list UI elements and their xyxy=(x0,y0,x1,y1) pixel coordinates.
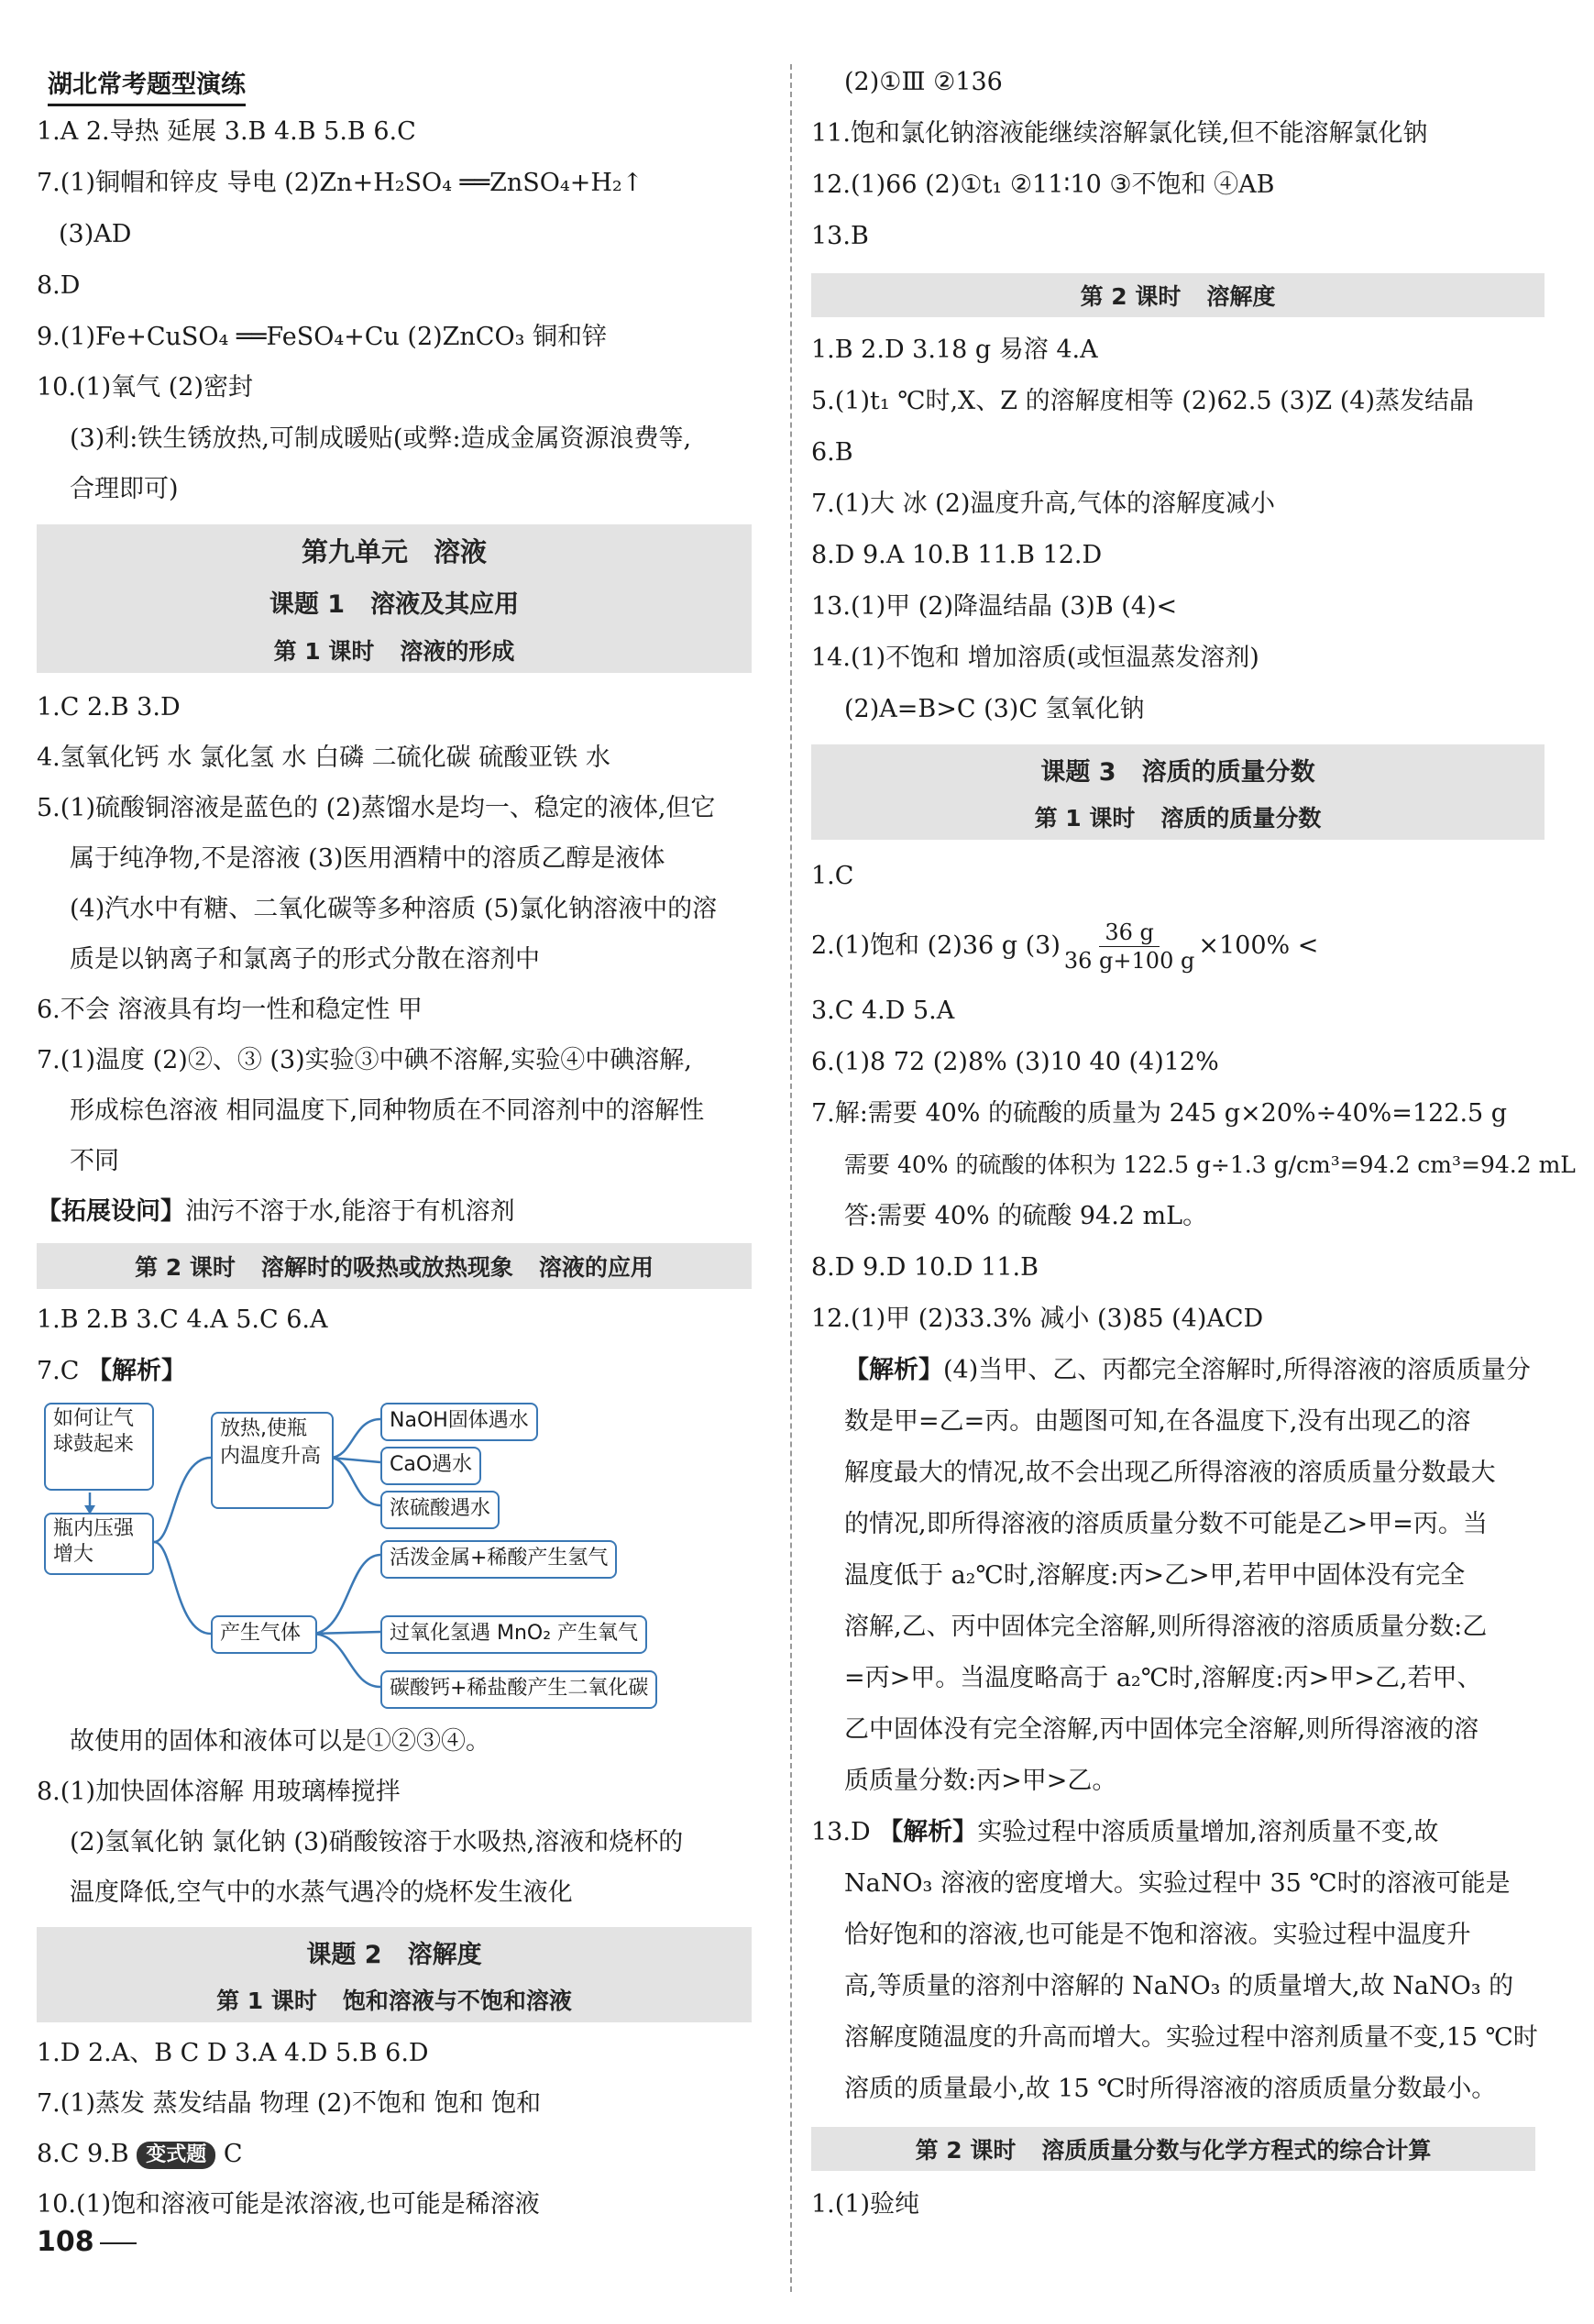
answer-line: =丙>甲。当温度略高于 a₂℃时,溶解度:丙>甲>乙,若甲、 xyxy=(844,1664,1482,1692)
answer-line: 7.(1)大 冰 (2)温度升高,气体的溶解度减小 xyxy=(811,490,1275,518)
answer-line: (4)汽水中有糖、二氧化碳等多种溶质 (5)氯化钠溶液中的溶 xyxy=(70,895,718,923)
answer-line: 10.(1)饱和溶液可能是浓溶液,也可能是稀溶液 xyxy=(37,2190,540,2219)
variant-badge: 变式题 xyxy=(137,2142,215,2169)
mindmap-gas: 产生气体 xyxy=(211,1615,317,1654)
answer-line: 7.(1)温度 (2)②、③ (3)实验③中碘不溶解,实验④中碘溶解, xyxy=(37,1046,692,1074)
answer-line: 2.(1)饱和 (2)36 g (3) $\frac{36 g}{36 g+100 g}$ ×100% < xyxy=(811,920,1319,974)
answer-line: NaNO₃ 溶液的密度增大。实验过程中 35 ℃时的溶液可能是 xyxy=(844,1869,1511,1898)
answer-line: 溶解度随温度的升高而增大。实验过程中溶剂质量不变,15 ℃时 xyxy=(844,2023,1538,2052)
answer-line: 8.D 9.D 10.D 11.B xyxy=(811,1253,1039,1282)
lesson-heading: 课题 1 溶液及其应用 xyxy=(37,576,752,627)
answer-line: 1.(1)验纯 xyxy=(811,2190,920,2219)
mindmap-gas-1: 活泼金属+稀酸产生氢气 xyxy=(380,1540,617,1579)
connector-line xyxy=(154,1458,211,1542)
mindmap-heat-1: NaOH固体遇水 xyxy=(380,1403,538,1441)
answer-line: 5.(1)硫酸铜溶液是蓝色的 (2)蒸馏水是均一、稳定的液体,但它 xyxy=(37,794,716,822)
answer-line: 质是以钠离子和氯离子的形式分散在溶剂中 xyxy=(70,945,540,974)
answer-line: 12.(1)66 (2)①t₁ ②11∶10 ③不饱和 ④AB xyxy=(811,171,1275,199)
answer-line: 1.B 2.D 3.18 g 易溶 4.A xyxy=(811,336,1098,364)
answer-line: (3)AD xyxy=(59,220,132,248)
mindmap-heat-3: 浓硫酸遇水 xyxy=(380,1491,500,1529)
answer-line: 属于纯净物,不是溶液 (3)医用酒精中的溶质乙醇是液体 xyxy=(70,844,665,873)
mindmap-question: 如何让气球鼓起来 xyxy=(44,1403,154,1491)
answer-line: 的情况,即所得溶液的溶质质量分数不可能是乙>甲=丙。当 xyxy=(844,1510,1488,1538)
answer-line: 溶解,乙、丙中固体完全溶解,则所得溶液的溶质质量分数:乙 xyxy=(844,1613,1488,1641)
lesson-heading: 课题 2 溶解度 xyxy=(37,1927,752,1977)
period-heading: 第 2 课时 溶解度 xyxy=(811,273,1545,317)
answer-line: 恰好饱和的溶液,也可能是不饱和溶液。实验过程中温度升 xyxy=(844,1921,1471,1949)
mindmap-pressure: 瓶内压强增大 xyxy=(44,1513,154,1575)
answer-line: 合理即可) xyxy=(70,475,179,503)
answer-line: 8.(1)加快固体溶解 用玻璃棒搅拌 xyxy=(37,1778,401,1806)
lesson-heading: 课题 3 溶质的质量分数 xyxy=(811,744,1545,794)
column-divider xyxy=(790,64,792,2292)
answer-line: 12.(1)甲 (2)33.3% 减小 (3)85 (4)ACD xyxy=(811,1305,1264,1333)
period-heading: 第 1 课时 溶质的质量分数 xyxy=(811,794,1545,840)
mindmap-gas-2: 过氧化氢遇 MnO₂ 产生氧气 xyxy=(380,1615,647,1654)
answer-line: 数是甲=乙=丙。由题图可知,在各温度下,没有出现乙的溶 xyxy=(844,1407,1471,1436)
answer-line: 7.C 【解析】 xyxy=(37,1357,187,1385)
answer-line: 11.饱和氯化钠溶液能继续溶解氯化镁,但不能溶解氯化钠 xyxy=(811,119,1428,148)
answer-line: 需要 40% 的硫酸的体积为 122.5 g÷1.3 g/cm³=94.2 cm³=94.2 mL xyxy=(844,1151,1576,1178)
answer-line: 8.D xyxy=(37,271,81,300)
answer-line: 7.(1)蒸发 蒸发结晶 物理 (2)不饱和 饱和 饱和 xyxy=(37,2089,542,2118)
mindmap-heat: 放热,使瓶内温度升高 xyxy=(211,1412,334,1509)
connector-line xyxy=(330,1458,380,1505)
connector-line xyxy=(312,1634,380,1687)
period-heading: 第 2 课时 溶质质量分数与化学方程式的综合计算 xyxy=(811,2127,1535,2171)
answer-line: (2)氢氧化钠 氯化钠 (3)硝酸铵溶于水吸热,溶液和烧杯的 xyxy=(70,1828,684,1856)
answer-line: 【拓展设问】油污不溶于水,能溶于有机溶剂 xyxy=(37,1197,515,1226)
answer-line: 故使用的固体和液体可以是①②③④。 xyxy=(70,1727,490,1756)
answer-line: 形成棕色溶液 相同温度下,同种物质在不同溶剂中的溶解性 xyxy=(70,1096,705,1125)
answer-line: 1.C 2.B 3.D xyxy=(37,693,181,721)
answer-line: 溶质的质量最小,故 15 ℃时所得溶液的溶质质量分数最小。 xyxy=(844,2075,1497,2103)
period-heading: 第 2 课时 溶解时的吸热或放热现象 溶液的应用 xyxy=(37,1243,752,1289)
answer-line: 【解析】(4)当甲、乙、丙都完全溶解时,所得溶液的溶质质量分 xyxy=(844,1356,1531,1384)
answer-line: (3)利:铁生锈放热,可制成暖贴(或弊:造成金属资源浪费等, xyxy=(70,424,692,453)
answer-line: 1.D 2.A、B C D 3.A 4.D 5.B 6.D xyxy=(37,2039,429,2067)
answer-line: 8.D 9.A 10.B 11.B 12.D xyxy=(811,541,1103,569)
answer-line: (2)A=B>C (3)C 氢氧化钠 xyxy=(844,695,1145,723)
answer-line: 乙中固体没有完全溶解,丙中固体完全溶解,则所得溶液的溶 xyxy=(844,1715,1479,1744)
answer-line: 8.C 9.B 变式题 C xyxy=(37,2140,243,2168)
answer-line: 温度低于 a₂℃时,溶解度:丙>乙>甲,若甲中固体没有完全 xyxy=(844,1561,1466,1590)
unit-heading: 第九单元 溶液 xyxy=(37,524,752,576)
answer-line: 7.(1)铜帽和锌皮 导电 (2)Zn+H₂SO₄ ══ZnSO₄+H₂↑ xyxy=(37,169,643,197)
answer-line: 9.(1)Fe+CuSO₄ ══FeSO₄+Cu (2)ZnCO₃ 铜和锌 xyxy=(37,323,608,351)
answer-line: 6.(1)8 72 (2)8% (3)10 40 (4)12% xyxy=(811,1048,1219,1076)
answer-line: (2)①Ⅲ ②136 xyxy=(844,68,1003,96)
section-title: 湖北常考题型演练 xyxy=(48,64,246,106)
period-heading: 第 1 课时 饱和溶液与不饱和溶液 xyxy=(37,1977,752,2022)
answer-line: 温度降低,空气中的水蒸气遇冷的烧杯发生液化 xyxy=(70,1878,573,1907)
page-number: 108 xyxy=(37,2226,137,2258)
connector-line xyxy=(312,1555,380,1634)
answer-line: 14.(1)不饱和 增加溶质(或恒温蒸发溶剂) xyxy=(811,644,1259,672)
answer-line: 3.C 4.D 5.A xyxy=(811,997,955,1025)
answer-line: 1.A 2.导热 延展 3.B 4.B 5.B 6.C xyxy=(37,117,416,146)
answer-line: 6.B xyxy=(811,438,853,467)
connector-line xyxy=(154,1542,211,1634)
answer-line: 解度最大的情况,故不会出现乙所得溶液的溶质质量分数最大 xyxy=(844,1459,1496,1487)
answer-line: 不同 xyxy=(70,1147,119,1175)
answer-line: 7.解:需要 40% 的硫酸的质量为 245 g×20%÷40%=122.5 g xyxy=(811,1099,1508,1128)
answer-line: 5.(1)t₁ ℃时,X、Z 的溶解度相等 (2)62.5 (3)Z (4)蒸发结晶 xyxy=(811,387,1474,415)
mind-map-diagram xyxy=(37,1403,752,1714)
mindmap-heat-2: CaO遇水 xyxy=(380,1447,481,1485)
fraction: $\frac{36 g}{36 g+100 g}$ xyxy=(1063,920,1195,974)
answer-line: 高,等质量的溶剂中溶解的 NaNO₃ 的质量增大,故 NaNO₃ 的 xyxy=(844,1972,1514,2000)
answer-line: 10.(1)氧气 (2)密封 xyxy=(37,373,254,402)
period-heading: 第 1 课时 溶液的形成 xyxy=(37,627,752,673)
answer-line: 4.氢氧化钙 水 氯化氢 水 白磷 二硫化碳 硫酸亚铁 水 xyxy=(37,743,610,772)
answer-line: 6.不会 溶液具有均一性和稳定性 甲 xyxy=(37,996,423,1024)
answer-line: 1.B 2.B 3.C 4.A 5.C 6.A xyxy=(37,1305,328,1334)
answer-line: 1.C xyxy=(811,862,854,890)
answer-line: 13.(1)甲 (2)降温结晶 (3)B (4)< xyxy=(811,592,1178,621)
answer-line: 13.D 【解析】实验过程中溶质质量增加,溶剂质量不变,故 xyxy=(811,1818,1439,1846)
answer-line: 13.B xyxy=(811,222,869,250)
connector-line xyxy=(330,1419,380,1458)
mindmap-gas-3: 碳酸钙+稀盐酸产生二氧化碳 xyxy=(380,1670,657,1709)
answer-line: 质质量分数:丙>甲>乙。 xyxy=(844,1767,1117,1795)
answer-line: 答:需要 40% 的硫酸 94.2 mL。 xyxy=(844,1202,1208,1230)
